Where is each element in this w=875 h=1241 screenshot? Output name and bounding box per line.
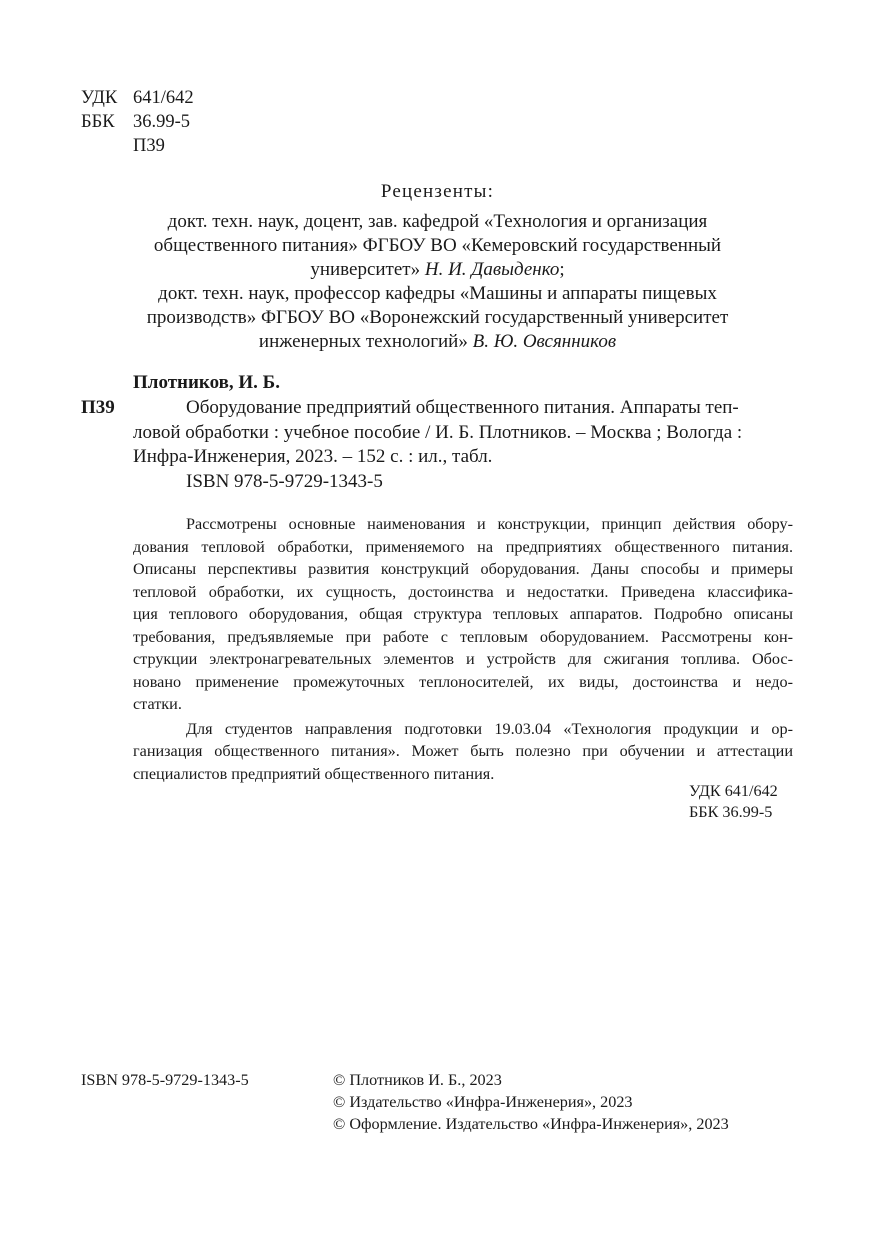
ann-p2-line: специалистов предприятий общественного питания. bbox=[133, 764, 495, 783]
author-mark: П39 bbox=[133, 136, 165, 156]
udk-value: 641/642 bbox=[133, 88, 194, 108]
bib-line-3: Инфра-Инженерия, 2023. – 152 с. : ил., табл. bbox=[133, 446, 493, 467]
reviewer2-line2: производств» ФГБОУ ВО «Воронежский государственный университет bbox=[146, 307, 729, 328]
reviewer1-affil-end: университет» bbox=[310, 259, 421, 280]
ann-p1-line: Описаны перспективы развития конструкций оборудования. Даны способы и примеры bbox=[133, 560, 793, 578]
ann-p1-line: струкции электронагревательных элементов и устройств для сжигания топлива. Обос- bbox=[133, 650, 793, 668]
reviewer1-line3 bbox=[0, 258, 875, 282]
annotation bbox=[133, 513, 793, 785]
reviewer2-line3 bbox=[0, 330, 875, 354]
copyright-publisher: © Издательство «Инфра-Инженерия», 2023 bbox=[333, 1093, 633, 1111]
bottom-udk: УДК 641/642 bbox=[689, 782, 778, 800]
udk-label: УДК bbox=[81, 88, 118, 108]
bib-line-2: ловой обработки : учебное пособие / И. Б. Плотников. – Москва ; Вологда : bbox=[133, 421, 743, 443]
reviewer2-name: В. Ю. Овсянников bbox=[472, 331, 617, 352]
ann-p1-line: ция теплового оборудования, общая структура тепловых аппаратов. Подробно описаны bbox=[133, 605, 793, 623]
reviewer2-affil-end: инженерных технологий» bbox=[258, 331, 468, 352]
ann-p1-line: тепловой обработки, их сущность, достоинства и недостатки. Приведена классифика- bbox=[133, 582, 793, 601]
reviewer1-line2: общественного питания» ФГБОУ ВО «Кемеровский государственный bbox=[153, 235, 722, 256]
udk-line bbox=[81, 86, 194, 110]
bbk-line bbox=[81, 110, 190, 134]
ann-p1-line: Рассмотрены основные наименования и конструкции, принцип действия обору- bbox=[186, 515, 793, 533]
bbk-value: 36.99-5 bbox=[133, 112, 191, 132]
reviewer1-tail: ; bbox=[559, 259, 565, 280]
footer-copyrights bbox=[333, 1069, 729, 1135]
ann-p2-line: Для студентов направления подготовки 19.03.04 «Технология продукции и ор- bbox=[186, 719, 793, 738]
ann-p1-line: статки. bbox=[133, 695, 182, 713]
bib-code: П39 bbox=[81, 397, 115, 418]
bbk-label: ББК bbox=[81, 112, 115, 132]
bib-description bbox=[133, 396, 786, 494]
copyright-author: © Плотников И. Б., 2023 bbox=[333, 1071, 502, 1089]
footer-isbn: ISBN 978-5-9729-1343-5 bbox=[81, 1071, 249, 1089]
ann-p2-line: ганизация общественного питания». Может быть полезно при обучении и аттестации bbox=[133, 742, 793, 760]
bib-author: Плотников, И. Б. bbox=[133, 372, 280, 393]
ann-p1-line: новано применение промежуточных теплоносителей, их виды, достоинства и недо- bbox=[133, 672, 793, 691]
reviewer1-line1: докт. техн. наук, доцент, зав. кафедрой «Технология и организация bbox=[167, 211, 708, 232]
reviewer2-line1: докт. техн. наук, профессор кафедры «Машины и аппараты пищевых bbox=[158, 283, 717, 304]
bottom-bbk: ББК 36.99-5 bbox=[689, 803, 773, 821]
ann-p1-line: требования, предъявляемые при работе с тепловым оборудованием. Рассмотрены кон- bbox=[133, 627, 793, 646]
ann-p1-line: дования тепловой обработки, применяемого на предприятиях общественного питания. bbox=[133, 537, 793, 556]
reviewer1-name: Н. И. Давыденко bbox=[424, 259, 560, 280]
copyright-design: © Оформление. Издательство «Инфра-Инженерия», 2023 bbox=[333, 1115, 729, 1133]
bib-line-1: Оборудование предприятий общественного питания. Аппараты теп- bbox=[186, 397, 739, 418]
bib-isbn: ISBN 978-5-9729-1343-5 bbox=[186, 470, 383, 492]
reviewers-title: Рецензенты: bbox=[380, 181, 495, 202]
reviewers-block bbox=[0, 180, 875, 354]
